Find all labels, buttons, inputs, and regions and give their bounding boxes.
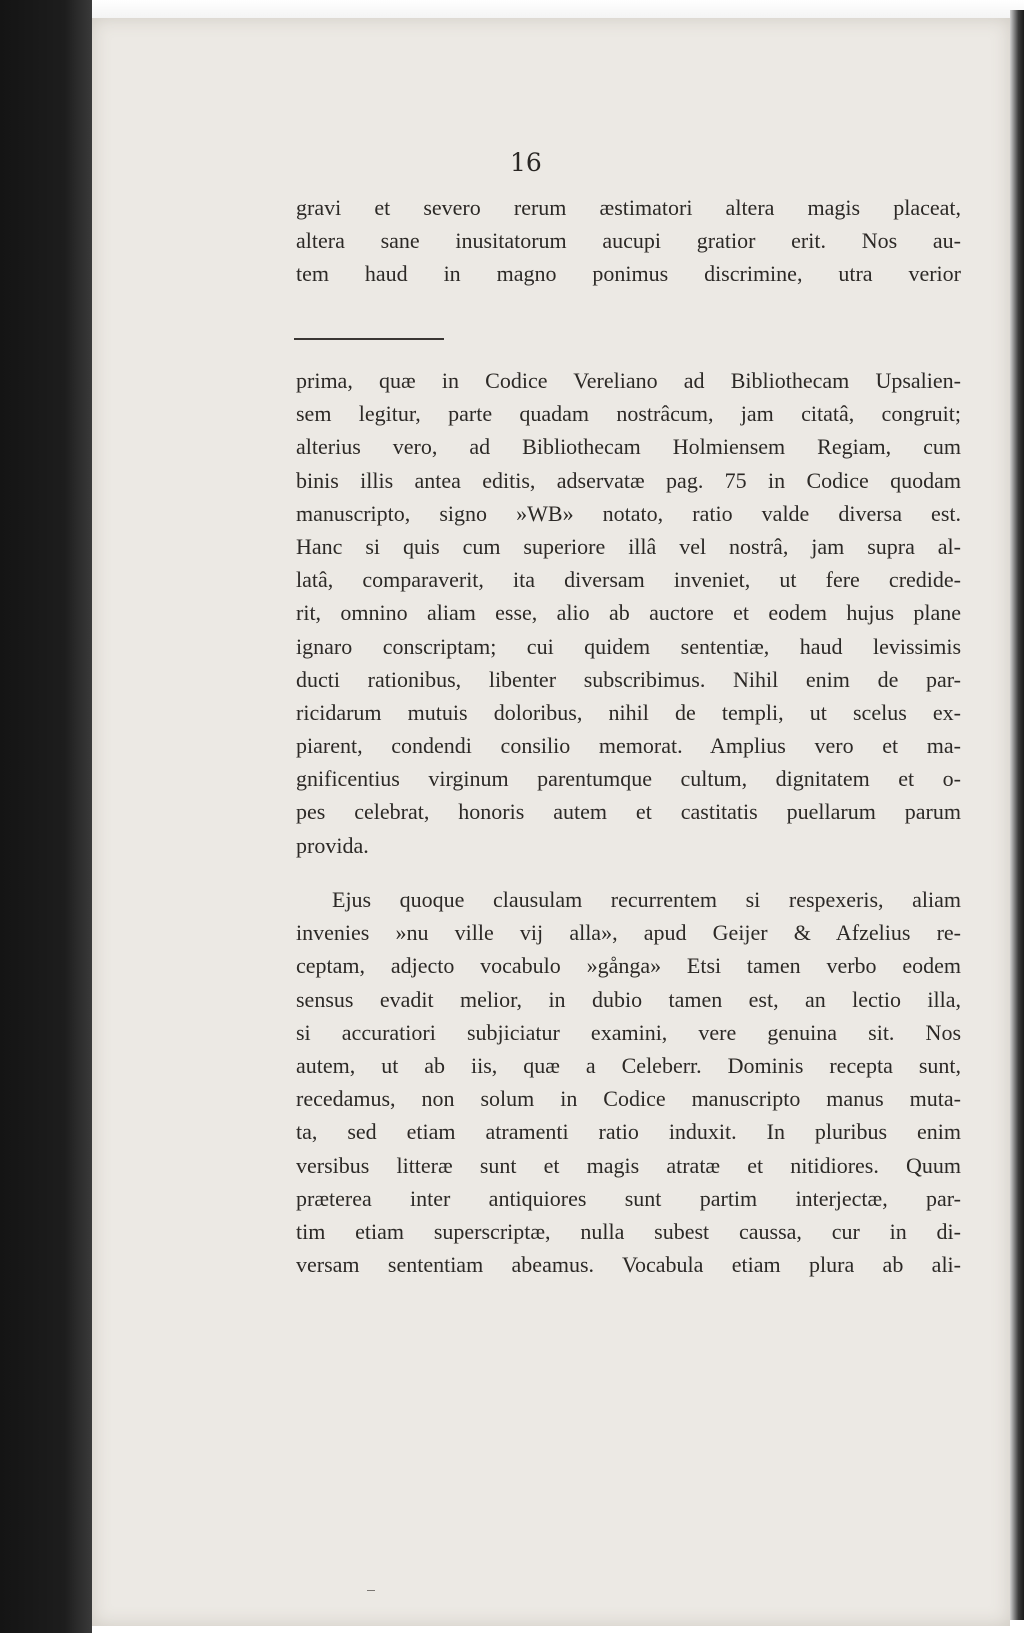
text-line: Ejus quoque clausulam recurrentem si respexeris, aliam — [332, 887, 961, 912]
text-line: ducti rationibus, libenter subscribimus. Nihil enim de par- — [296, 666, 961, 692]
text-line: Hanc si quis cum superiore illâ vel nostrâ, jam supra al- — [296, 533, 961, 559]
paragraph-3 — [296, 883, 961, 1281]
text-line: piarent, condendi consilio memorat. Amplius vero et ma- — [296, 733, 961, 759]
page-edge-shadow — [1010, 10, 1024, 1620]
page-number: 16 — [510, 148, 542, 177]
text-line: ricidarum mutuis doloribus, nihil de templi, ut scelus ex- — [296, 699, 961, 725]
text-line: sensus evadit melior, in dubio tamen est, an lectio illa, — [296, 986, 961, 1012]
section-rule — [294, 338, 444, 340]
text-line: prima, quæ in Codice Vereliano ad Bibliothecam Upsalien- — [296, 368, 961, 393]
text-line: gravi et severo rerum æstimatori altera magis placeat, — [296, 195, 961, 220]
paragraph-2 — [296, 364, 961, 862]
text-line: tem haud in magno ponimus discrimine, utra verior — [296, 261, 961, 287]
bottom-mark — [367, 1590, 375, 1591]
scan-top-margin — [92, 0, 1024, 18]
book-binding-shadow — [0, 0, 92, 1633]
text-line: recedamus, non solum in Codice manuscripto manus muta- — [296, 1086, 961, 1112]
text-line: latâ, comparaverit, ita diversam inveniet, ut fere credide- — [296, 567, 961, 593]
text-line: si accuratiori subjiciatur examini, vere genuina sit. Nos — [296, 1019, 961, 1045]
text-line: provida. — [296, 832, 369, 858]
text-line: alterius vero, ad Bibliothecam Holmiensem Regiam, cum — [296, 434, 961, 460]
text-line: autem, ut ab iis, quæ a Celeberr. Dominis recepta sunt, — [296, 1052, 961, 1078]
text-line: sem legitur, parte quadam nostrâcum, jam citatâ, congruit; — [296, 401, 961, 427]
text-line: gnificentius virginum parentumque cultum, dignitatem et o- — [296, 766, 961, 792]
text-line: tim etiam superscriptæ, nulla subest caussa, cur in di- — [296, 1218, 961, 1244]
text-line: pes celebrat, honoris autem et castitatis puellarum parum — [296, 799, 961, 825]
text-line: ignaro conscriptam; cui quidem sententiæ, haud levissimis — [296, 633, 961, 659]
text-line: rit, omnino aliam esse, alio ab auctore et eodem hujus plane — [296, 600, 961, 626]
text-line: ceptam, adjecto vocabulo »gånga» Etsi tamen verbo eodem — [296, 953, 961, 979]
text-line: altera sane inusitatorum aucupi gratior erit. Nos au- — [296, 228, 961, 254]
text-line: binis illis antea editis, adservatæ pag. 75 in Codice quodam — [296, 467, 961, 493]
paragraph-1 — [296, 191, 961, 291]
text-line: invenies »nu ville vij alla», apud Geijer & Afzelius re- — [296, 920, 961, 946]
text-line: manuscripto, signo »WB» notato, ratio valde diversa est. — [296, 500, 961, 526]
text-line: versibus litteræ sunt et magis atratæ et nitidiores. Quum — [296, 1152, 961, 1178]
text-line: versam sententiam abeamus. Vocabula etiam plura ab ali- — [296, 1252, 961, 1278]
text-line: præterea inter antiquiores sunt partim interjectæ, par- — [296, 1185, 961, 1211]
text-line: ta, sed etiam atramenti ratio induxit. In pluribus enim — [296, 1119, 961, 1145]
